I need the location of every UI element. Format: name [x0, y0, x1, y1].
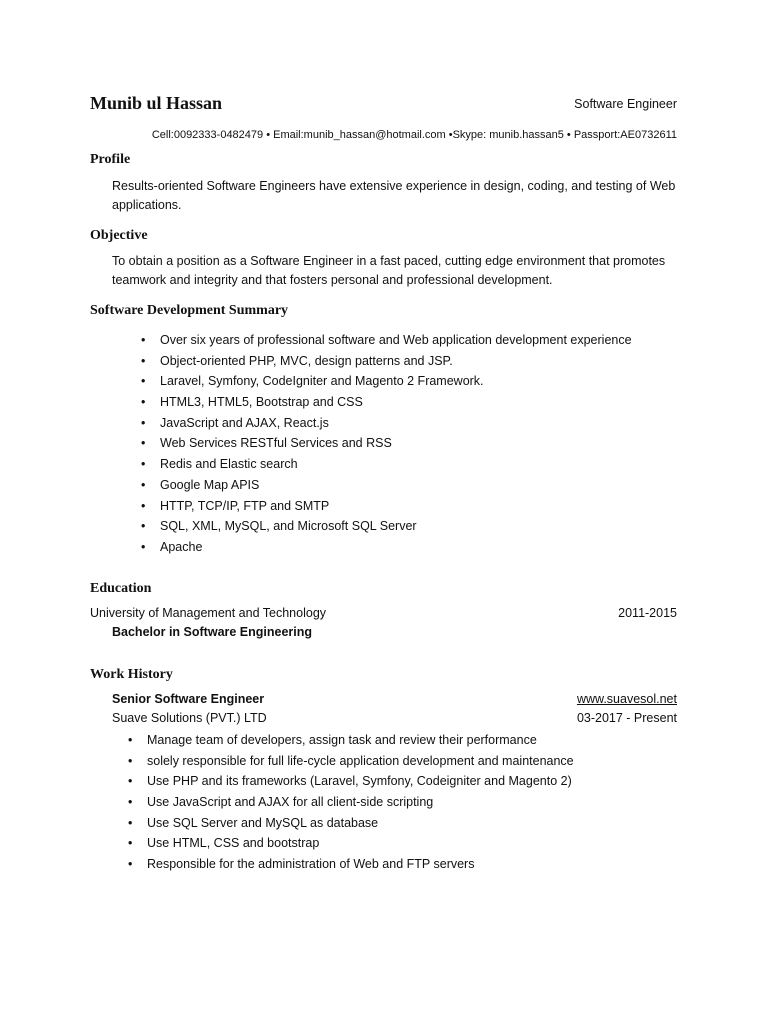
bullet-icon: • [141, 519, 146, 534]
summary-item [141, 351, 632, 372]
bullet-icon: • [141, 353, 146, 368]
work-duty-text: Use SQL Server and MySQL as database [147, 815, 379, 830]
summary-item-text: SQL, XML, MySQL, and Microsoft SQL Server [160, 519, 417, 534]
company-website-link[interactable]: www.suavesol.net [576, 692, 677, 706]
education-years: 2011-2015 [618, 606, 677, 620]
work-duty-item [128, 792, 574, 813]
work-role: Senior Software Engineer [112, 692, 265, 706]
summary-item [141, 371, 632, 392]
bullet-icon: • [141, 457, 146, 472]
summary-item [141, 454, 632, 475]
work-duty-item [128, 730, 574, 751]
work-duties-list [128, 730, 574, 875]
work-duty-text: Use PHP and its frameworks (Laravel, Symfony, Codeigniter and Magento 2) [147, 774, 572, 789]
work-duty-text: solely responsible for full life-cycle application development and maintenance [147, 753, 574, 768]
bullet-icon: • [141, 498, 146, 513]
objective-text: To obtain a position as a Software Engineer in a fast paced, cutting edge environment that promotes teamwork and integrity and that fosters personal and professional development. [112, 254, 666, 287]
summary-item-text: Object-oriented PHP, MVC, design patterns and JSP. [160, 353, 453, 368]
objective-heading: Objective [90, 228, 148, 243]
summary-item [141, 475, 632, 496]
bullet-icon: • [141, 333, 146, 347]
contact-line: Cell:0092333-0482479 • Email:munib_hassan@hotmail.com •Skype: munib.hassan5 • Passport:AE0732611 [151, 129, 677, 141]
bullet-icon: • [141, 436, 146, 451]
work-duty-text: Use JavaScript and AJAX for all client-side scripting [147, 795, 434, 810]
bullet-icon: • [141, 374, 146, 389]
work-heading: Work History [90, 667, 173, 682]
summary-item [141, 330, 632, 351]
bullet-icon: • [128, 774, 133, 789]
bullet-icon: • [128, 795, 133, 810]
summary-item-text: JavaScript and AJAX, React.js [160, 415, 329, 430]
bullet-icon: • [141, 477, 146, 492]
summary-item [141, 392, 632, 413]
work-duty-item [128, 854, 574, 875]
bullet-icon: • [128, 733, 133, 747]
work-duty-item [128, 813, 574, 834]
summary-item-text: Over six years of professional software and Web application development experience [160, 333, 632, 347]
summary-item-text: Apache [160, 539, 203, 554]
summary-list [141, 330, 632, 558]
bullet-icon: • [128, 836, 133, 851]
summary-heading: Software Development Summary [90, 303, 289, 318]
work-duty-item [128, 833, 574, 854]
summary-item [141, 496, 632, 517]
bullet-icon: • [128, 857, 133, 872]
work-duty-item [128, 751, 574, 772]
summary-item [141, 433, 632, 454]
bullet-icon: • [141, 539, 146, 554]
work-duty-text: Use HTML, CSS and bootstrap [147, 836, 320, 851]
summary-item-text: Redis and Elastic search [160, 457, 298, 472]
summary-item-text: Web Services RESTful Services and RSS [160, 436, 392, 451]
work-duty-text: Manage team of developers, assign task and review their performance [147, 733, 537, 747]
summary-item [141, 537, 632, 558]
summary-item-text: HTML3, HTML5, Bootstrap and CSS [160, 395, 363, 410]
work-duty-item [128, 771, 574, 792]
bullet-icon: • [128, 815, 133, 830]
job-title: Software Engineer [574, 97, 677, 111]
bullet-icon: • [141, 415, 146, 430]
bullet-icon: • [128, 753, 133, 768]
work-period: 03-2017 - Present [576, 711, 677, 725]
work-duty-text: Responsible for the administration of Web and FTP servers [147, 857, 475, 872]
summary-item-text: Laravel, Symfony, CodeIgniter and Magento 2 Framework. [160, 374, 484, 389]
summary-item-text: HTTP, TCP/IP, FTP and SMTP [160, 498, 330, 513]
candidate-name: Munib ul Hassan [90, 93, 223, 113]
education-heading: Education [90, 581, 152, 596]
work-company: Suave Solutions (PVT.) LTD [112, 711, 267, 725]
profile-text: Results-oriented Software Engineers have extensive experience in design, coding, and testing of Web applications. [112, 179, 676, 212]
summary-item-text: Google Map APIS [160, 477, 260, 492]
bullet-icon: • [141, 395, 146, 410]
profile-heading: Profile [90, 152, 131, 167]
summary-item [141, 413, 632, 434]
summary-item [141, 516, 632, 537]
education-institution: University of Management and Technology [90, 606, 327, 620]
education-degree: Bachelor in Software Engineering [112, 625, 313, 639]
